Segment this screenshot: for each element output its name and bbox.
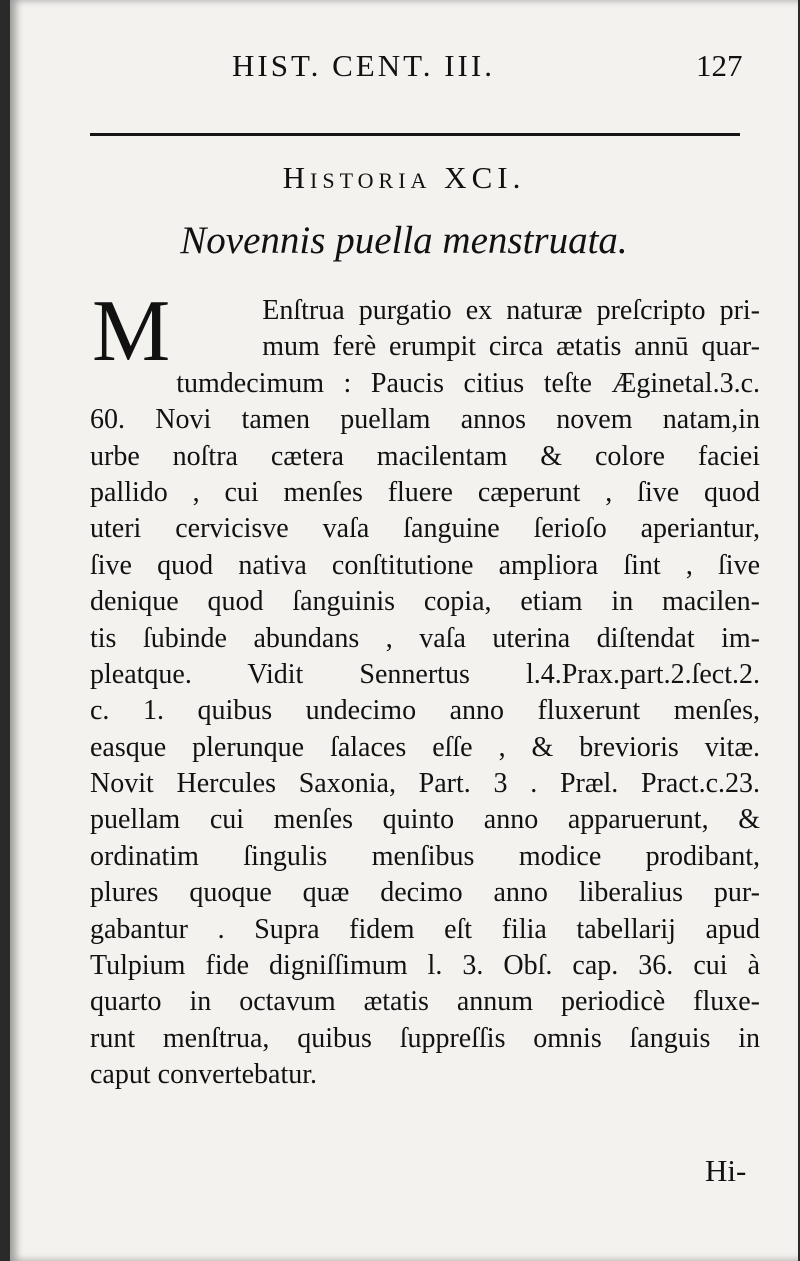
drop-cap: M <box>92 283 171 380</box>
text-line: easque plerunque ſalaces eſſe , & brevioris vitæ. <box>90 731 760 763</box>
text-line: caput convertebatur. <box>90 1059 318 1091</box>
text-line: mum ferè erumpit circa ætatis annū quar- <box>262 331 760 363</box>
text-line: denique quod ſanguinis copia, etiam in macilen- <box>90 586 760 618</box>
text-line: pallido , cui menſes fluere cæperunt , ſive quod <box>90 476 760 508</box>
body-text <box>90 283 760 1094</box>
text-line: plures quoque quæ decimo anno liberalius pur- <box>90 877 760 909</box>
text-line: c. 1. quibus undecimo anno fluxerunt menſes, <box>90 695 760 727</box>
page-number: 127 <box>696 48 743 83</box>
text-line: 60. Novi tamen puellam annos novem natam,in <box>90 404 760 436</box>
text-line: Tulpium fide digniſſimum l. 3. Obſ. cap. 36. cui à <box>90 950 760 982</box>
section-heading: Historia XCI. <box>282 160 526 195</box>
header-rule <box>90 133 740 136</box>
running-title: HIST. CENT. III. <box>232 48 495 83</box>
text-line: ſive quod nativa conſtitutione ampliora ſint , ſive <box>90 549 760 581</box>
text-line: Enſtrua purgatio ex naturæ preſcripto pri- <box>262 295 760 326</box>
text-line: pleatque. Vidit Sennertus l.4.Prax.part.2.ſect.2. <box>90 658 760 690</box>
text-line: urbe noſtra cætera macilentam & colore faciei <box>90 440 760 472</box>
text-line: puellam cui menſes quinto anno apparuerunt, & <box>90 804 760 836</box>
text-line: tumdecimum : Paucis citius teſte Æginetal.3.c. <box>176 367 760 399</box>
text-line: Novit Hercules Saxonia, Part. 3 . Præl. Pract.c.23. <box>90 768 760 800</box>
text-line: uteri cervicisve vaſa ſanguine ſerioſo aperiantur, <box>90 513 760 545</box>
book-page <box>10 0 798 1261</box>
running-head <box>10 48 798 92</box>
catchword: Hi- <box>705 1153 747 1188</box>
chapter-title: Novennis puella menstruata. <box>180 219 628 262</box>
text-line: gabantur . Supra fidem eſt filia tabellarij apud <box>90 913 760 945</box>
text-line: runt menſtrua, quibus ſuppreſſis omnis ſanguis in <box>90 1022 760 1054</box>
text-line: quarto in octavum ætatis annum periodicè fluxe- <box>90 986 760 1018</box>
text-line: tis ſubinde abundans , vaſa uterina diſtendat im- <box>90 622 760 654</box>
text-line: ordinatim ſingulis menſibus modice prodibant, <box>90 840 760 872</box>
